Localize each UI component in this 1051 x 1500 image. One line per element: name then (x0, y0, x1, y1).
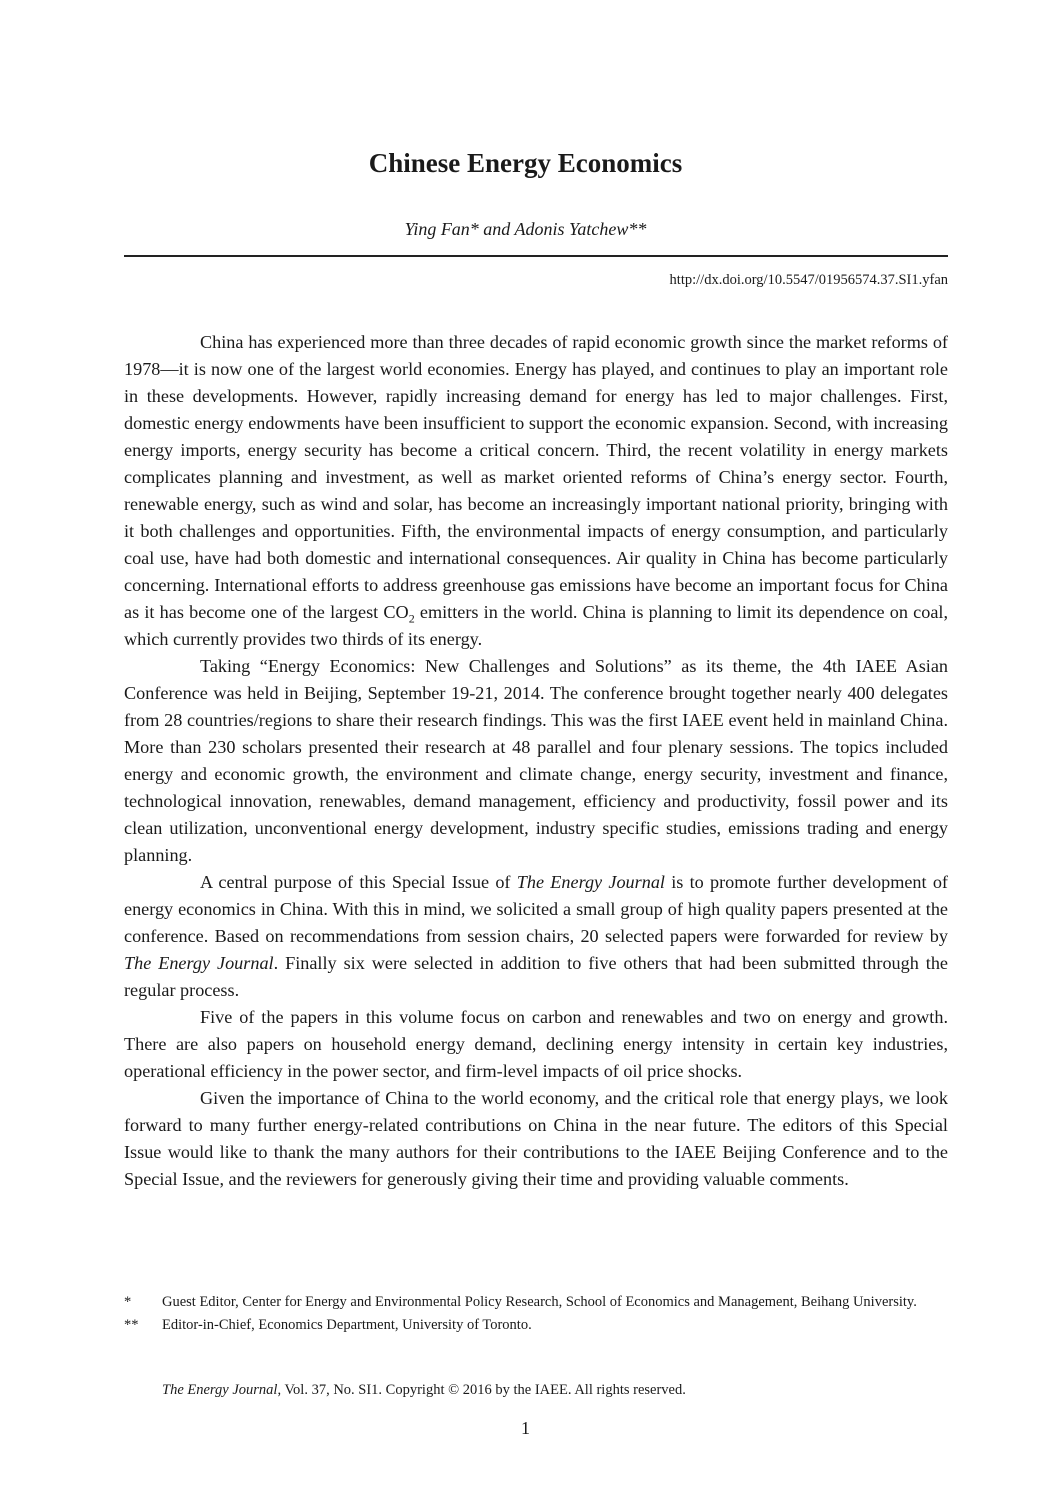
paragraph-3 (124, 869, 948, 1004)
article-authors: Ying Fan* and Adonis Yatchew** (404, 219, 647, 239)
paragraph-3-text-b: is to promote further development of energy economics in China. With this in mind, we solicited a small group of high quality papers presented at the conference. Based on recommendations from session chairs, 20 selected papers were forwarded for review by (124, 872, 948, 946)
journal-copyright-line (162, 1382, 686, 1399)
footnote-marker: * (124, 1294, 132, 1310)
paragraph-3-text-a: A central purpose of this Special Issue of (200, 872, 517, 892)
paragraph-1 (124, 329, 948, 653)
paragraph-1-text-a: China has experienced more than three decades of rapid economic growth since the market reforms of 1978—it is now one of the largest world economies. Energy has played, and continues to play an important role in these developments. However, rapidly increasing demand for energy has led to major challenges. First, domestic energy endowments have been insufficient to support the economic expansion. Second, with increasing energy imports, energy security has become a critical concern. Third, the recent volatility in energy markets complicates planning and investment, as well as market oriented reforms of China’s energy sector. Fourth, renewable energy, such as wind and solar, has become an increasingly important national priority, bringing with it both challenges and opportunities. Fifth, the environmental impacts of energy consumption, and particularly coal use, have had both domestic and international consequences. Air quality in China has become particularly concerning. International efforts to address greenhouse gas emissions have become an important focus for China as it has become one of the largest CO (124, 332, 948, 622)
footnote-text: Guest Editor, Center for Energy and Environmental Policy Research, School of Economics and Management, Beihang University. (162, 1294, 917, 1310)
journal-name-italic: The Energy Journal (516, 872, 665, 892)
article-body (124, 329, 948, 1193)
journal-name-italic: The Energy Journal (124, 953, 274, 973)
co2-subscript: 2 (408, 611, 415, 626)
copyright-text: , Vol. 37, No. SI1. Copyright © 2016 by the IAEE. All rights reserved. (277, 1382, 686, 1398)
paragraph-4: Five of the papers in this volume focus on carbon and renewables and two on energy and growth. There are also papers on household energy demand, declining energy intensity in certain key industries, operational efficiency in the power sector, and firm-level impacts of oil price shocks. (124, 1007, 948, 1081)
paragraph-1-text-b: emitters in the world. China is planning to limit its dependence on coal, which currently provides two thirds of its energy. (124, 602, 948, 649)
footnotes (124, 1291, 948, 1336)
article-title: Chinese Energy Economics (368, 148, 683, 178)
page-number: 1 (521, 1418, 530, 1438)
doi-link[interactable]: http://dx.doi.org/10.5547/01956574.37.SI1.yfan (669, 272, 948, 288)
footnote-marker: ** (124, 1316, 139, 1333)
header-divider (124, 255, 948, 257)
journal-name: The Energy Journal (162, 1382, 278, 1398)
footnote-text: Editor-in-Chief, Economics Department, University of Toronto. (162, 1316, 532, 1333)
footnote-item (124, 1314, 948, 1337)
paragraph-5: Given the importance of China to the world economy, and the critical role that energy plays, we look forward to many further energy-related contributions on China in the near future. The editors of this Special Issue would like to thank the many authors for their contributions to the IAEE Beijing Conference and to the Special Issue, and the reviewers for generously giving their time and providing valuable comments. (124, 1088, 948, 1189)
footnote-item (124, 1291, 948, 1314)
paragraph-2: Taking “Energy Economics: New Challenges and Solutions” as its theme, the 4th IAEE Asian Conference was held in Beijing, September 19-21, 2014. The conference brought together nearly 400 delegates from 28 countries/regions to share their research findings. This was the first IAEE event held in mainland China. More than 230 scholars presented their research at 48 parallel and four plenary sessions. The topics included energy and economic growth, the environment and climate change, energy security, investment and finance, technological innovation, renewables, demand management, efficiency and productivity, fossil power and its clean utilization, unconventional energy development, industry specific studies, emissions trading and energy planning. (124, 656, 948, 865)
paragraph-3-text-c: . Finally six were selected in addition to five others that had been submitted through the regular process. (124, 953, 948, 1000)
